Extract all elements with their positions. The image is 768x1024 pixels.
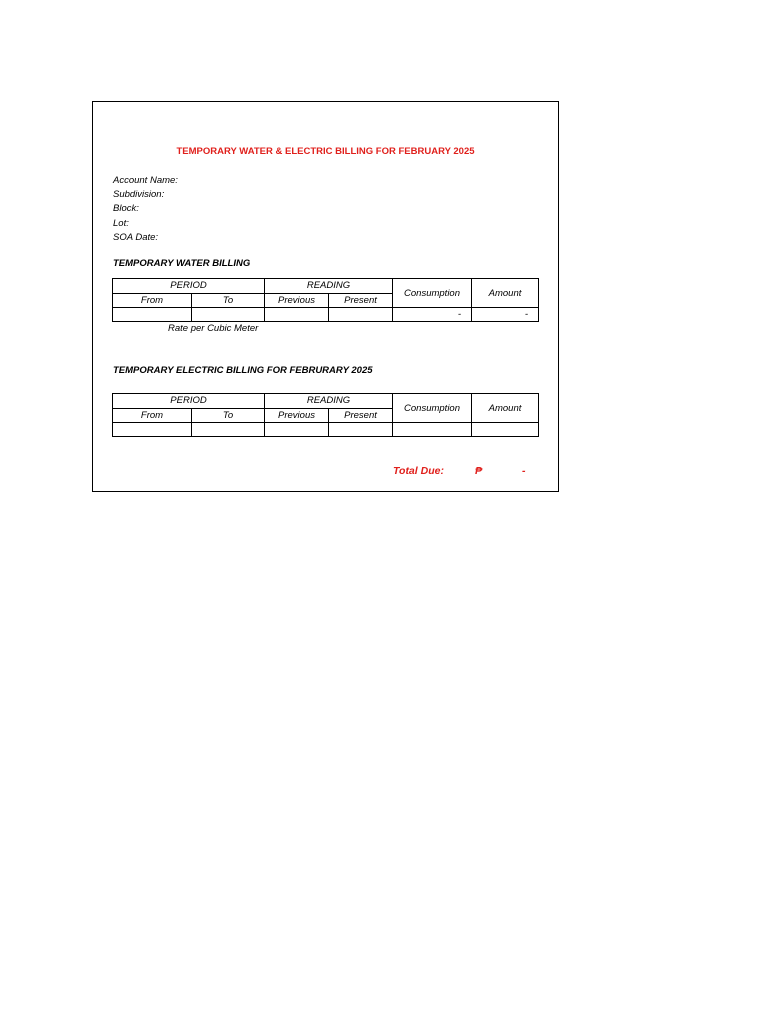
subdivision-label: Subdivision: [113, 189, 165, 201]
reading-header: READING [265, 394, 393, 409]
amount-cell[interactable]: - [472, 308, 539, 322]
account-info [113, 174, 178, 245]
consumption-header: Consumption [393, 394, 472, 423]
present-cell[interactable] [329, 308, 393, 322]
electric-billing-heading: TEMPORARY ELECTRIC BILLING FOR FEBRURARY 2025 [113, 365, 373, 376]
to-cell[interactable] [192, 308, 265, 322]
present-header: Present [329, 293, 393, 308]
amount-header: Amount [472, 394, 539, 423]
period-header: PERIOD [113, 394, 265, 409]
previous-cell[interactable] [265, 423, 329, 437]
present-header: Present [329, 408, 393, 423]
from-header: From [113, 408, 192, 423]
present-cell[interactable] [329, 423, 393, 437]
previous-cell[interactable] [265, 308, 329, 322]
to-header: To [192, 408, 265, 423]
soa-date-label: SOA Date: [113, 231, 159, 243]
account-name-label: Account Name: [113, 175, 178, 186]
total-due-label: Total Due: [393, 465, 444, 477]
billing-title: TEMPORARY WATER & ELECTRIC BILLING FOR FEBRUARY 2025 [176, 146, 475, 157]
table-row [113, 308, 539, 322]
block-label: Block: [113, 203, 139, 215]
consumption-cell[interactable]: - [393, 308, 472, 322]
water-billing-heading: TEMPORARY WATER BILLING [113, 258, 251, 269]
from-cell[interactable] [113, 308, 192, 322]
table-row [113, 423, 539, 437]
lot-label: Lot: [113, 217, 129, 229]
amount-cell[interactable] [472, 423, 539, 437]
previous-header: Previous [265, 408, 329, 423]
currency-symbol: ₱ [475, 465, 483, 477]
previous-header: Previous [265, 293, 329, 308]
consumption-cell[interactable] [393, 423, 472, 437]
electric-billing-table [112, 393, 539, 437]
rate-label: Rate per Cubic Meter [168, 323, 259, 334]
consumption-header: Consumption [393, 279, 472, 308]
from-header: From [113, 293, 192, 308]
total-due-value: - [522, 465, 526, 477]
period-header: PERIOD [113, 279, 265, 294]
to-cell[interactable] [192, 423, 265, 437]
billing-sheet [92, 101, 559, 492]
amount-header: Amount [472, 279, 539, 308]
from-cell[interactable] [113, 423, 192, 437]
to-header: To [192, 293, 265, 308]
water-billing-table [112, 278, 539, 322]
reading-header: READING [265, 279, 393, 294]
